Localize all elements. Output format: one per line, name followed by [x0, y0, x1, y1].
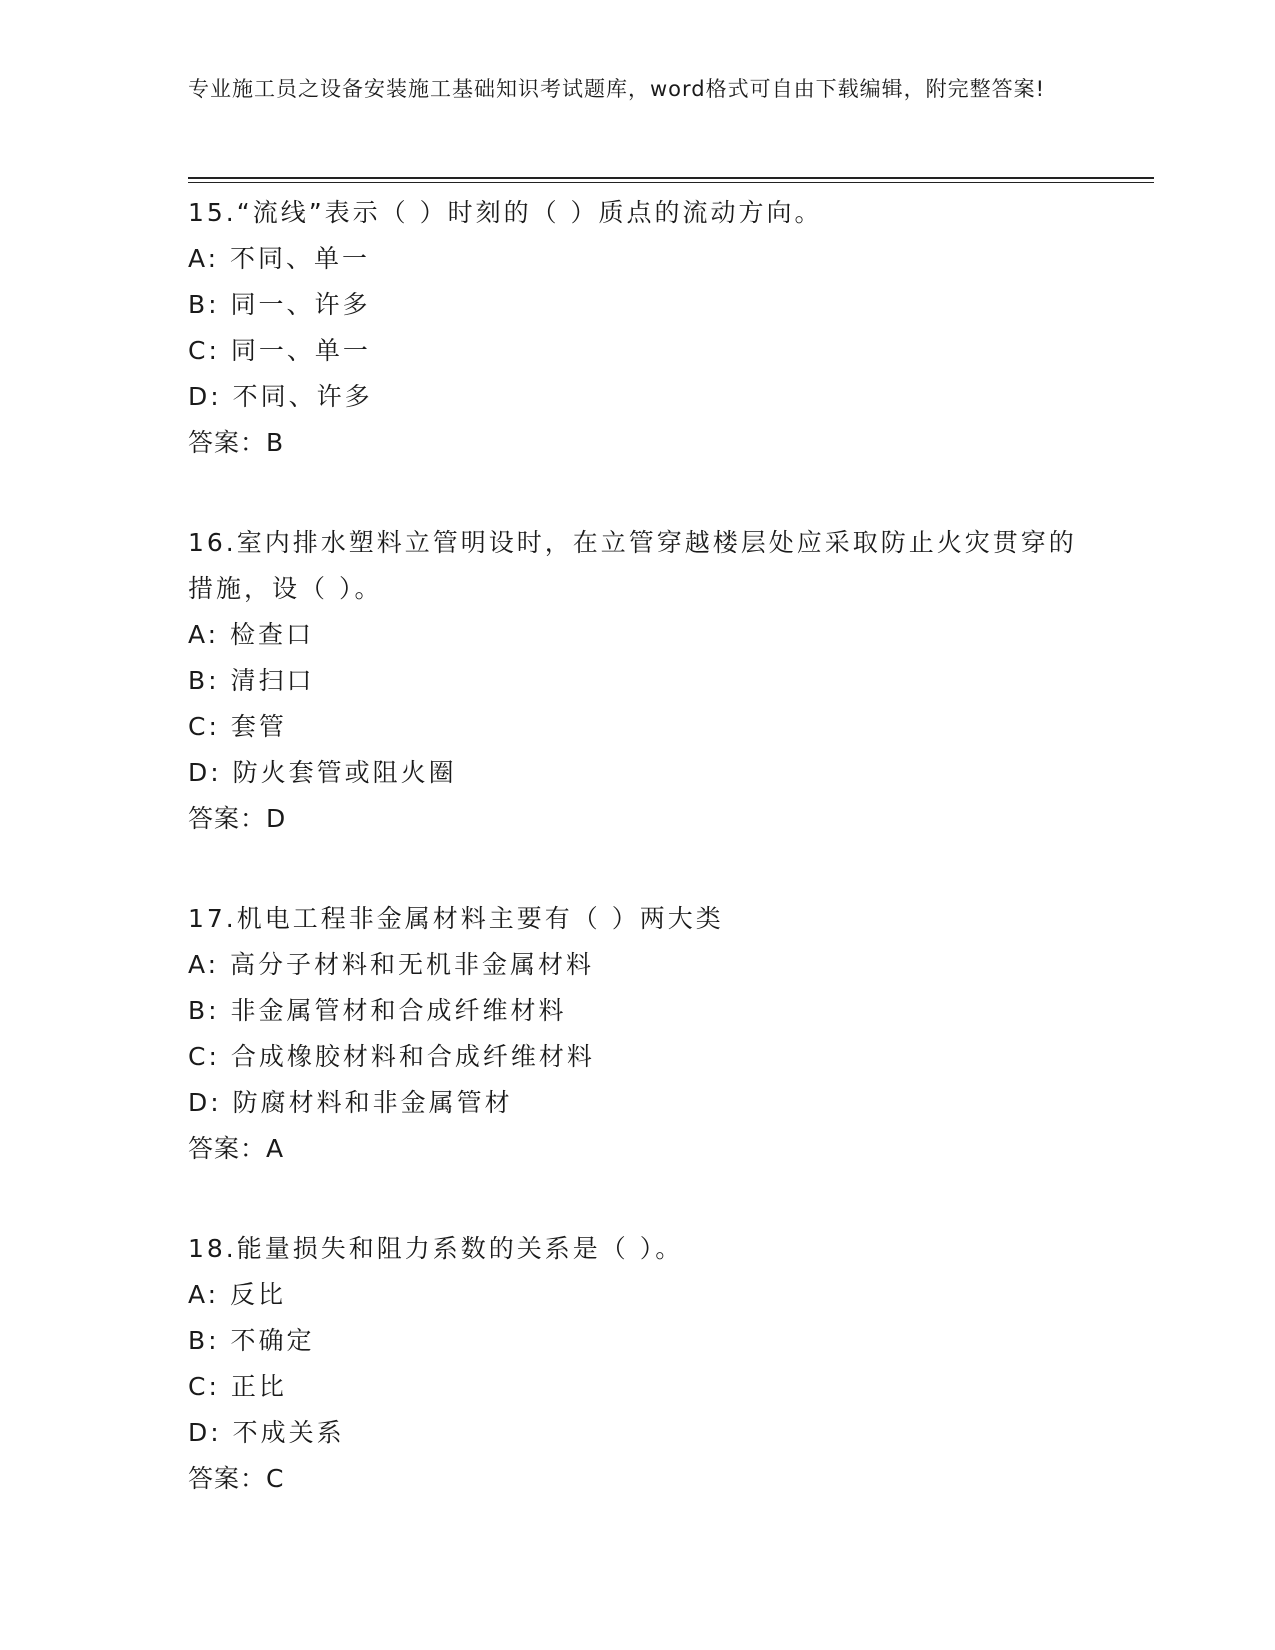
option-b: B: 非金属管材和合成纤维材料 — [188, 996, 567, 1025]
header-divider — [188, 177, 1154, 179]
question-17 — [188, 896, 1088, 1172]
document-intro-text: 专业施工员之设备安装施工基础知识考试题库，word格式可自由下载编辑，附完整答案! — [188, 77, 1046, 101]
question-stem: 16.室内排水塑料立管明设时，在立管穿越楼层处应采取防止火灾贯穿的措施，设（ ）。 — [188, 528, 1077, 603]
question-16 — [188, 520, 1088, 842]
question-list — [188, 190, 1088, 1556]
answer-line: 答案：A — [188, 1134, 285, 1163]
option-a: A: 反比 — [188, 1280, 287, 1309]
option-c: C: 正比 — [188, 1372, 287, 1401]
option-b: B: 同一、许多 — [188, 290, 371, 319]
option-b: B: 不确定 — [188, 1326, 315, 1355]
question-stem: 18.能量损失和阻力系数的关系是（ ）。 — [188, 1234, 684, 1263]
option-a: A: 不同、单一 — [188, 244, 371, 273]
option-a: A: 高分子材料和无机非金属材料 — [188, 950, 595, 979]
option-c: C: 合成橡胶材料和合成纤维材料 — [188, 1042, 595, 1071]
option-a: A: 检查口 — [188, 620, 315, 649]
option-d: D: 防腐材料和非金属管材 — [188, 1088, 513, 1117]
question-15 — [188, 190, 1088, 466]
option-b: B: 清扫口 — [188, 666, 315, 695]
option-d: D: 不同、许多 — [188, 382, 373, 411]
question-stem: 17.机电工程非金属材料主要有（ ）两大类 — [188, 904, 724, 933]
question-18 — [188, 1226, 1088, 1502]
answer-line: 答案：B — [188, 428, 285, 457]
option-d: D: 不成关系 — [188, 1418, 345, 1447]
answer-line: 答案：C — [188, 1464, 285, 1493]
option-d: D: 防火套管或阻火圈 — [188, 758, 457, 787]
option-c: C: 套管 — [188, 712, 287, 741]
question-stem: 15.“流线”表示（ ）时刻的（ ）质点的流动方向。 — [188, 198, 823, 227]
option-c: C: 同一、单一 — [188, 336, 371, 365]
answer-line: 答案：D — [188, 804, 287, 833]
